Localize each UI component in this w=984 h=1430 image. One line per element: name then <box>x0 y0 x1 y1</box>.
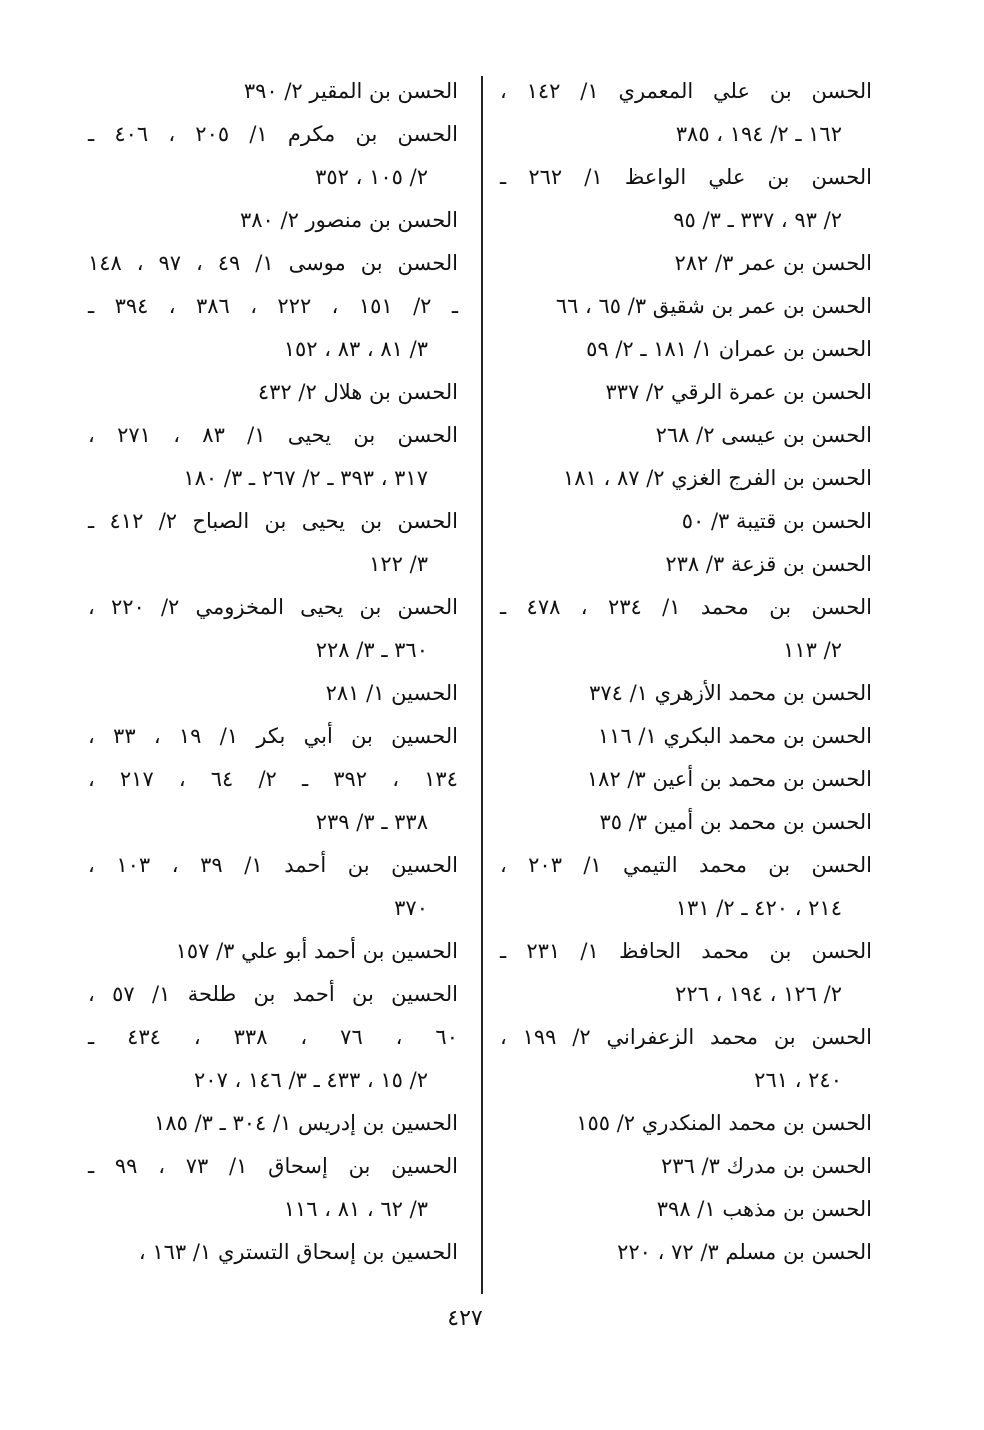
index-entry <box>500 500 872 543</box>
index-entry <box>88 500 458 586</box>
index-entry <box>500 844 872 930</box>
index-entry <box>500 414 872 457</box>
index-entry <box>500 285 872 328</box>
index-entry <box>88 414 458 500</box>
entry-line: الحسن بن عمر بن شقيق ٣/ ٦٥ ، ٦٦ <box>555 294 872 318</box>
entry-line: الحسن بن محمد الأزهري ١/ ٣٧٤ <box>589 681 872 705</box>
index-entry <box>88 199 458 242</box>
index-entry <box>500 328 872 371</box>
index-entry <box>88 1231 458 1274</box>
entry-line: الحسن بن عمر ٣/ ٢٨٢ <box>674 251 872 275</box>
index-entry <box>500 1145 872 1188</box>
entry-line: ٣٧٠ <box>394 896 428 920</box>
entry-line: الحسن بن منصور ٢/ ٣٨٠ <box>239 208 458 232</box>
entry-line: ٢/ ١٠٥ ، ٣٥٢ <box>315 165 428 189</box>
entry-line: الحسن بن محمد المنكدري ٢/ ١٥٥ <box>576 1111 872 1135</box>
entry-line: الحسن بن محمد بن أعين ٣/ ١٨٢ <box>586 767 872 791</box>
index-entry <box>500 672 872 715</box>
entry-line: الحسن بن عمران ١/ ١٨١ ـ ٢/ ٥٩ <box>586 337 872 361</box>
index-entry <box>88 371 458 414</box>
page-number: ٤٢٧ <box>447 1306 483 1331</box>
entry-line: الحسن بن المقير ٢/ ٣٩٠ <box>243 79 458 103</box>
entry-line: الحسن بن مذهب ١/ ٣٩٨ <box>656 1197 872 1221</box>
entry-line: الحسين بن أحمد أبو علي ٣/ ١٥٧ <box>175 939 458 963</box>
index-entry <box>500 930 872 1016</box>
index-entry <box>500 156 872 242</box>
index-entry <box>500 586 872 672</box>
entry-line: الحسن بن محمد التيمي ١/ ٢٠٣ ، <box>500 853 872 877</box>
entry-line: الحسن بن قتيبة ٣/ ٥٠ <box>681 509 872 533</box>
entry-line: ٢/ ١١٣ <box>783 638 842 662</box>
entry-line: ٢١٤ ، ٤٢٠ ـ ٢/ ١٣١ <box>675 896 842 920</box>
entry-line: الحسين بن إدريس ١/ ٣٠٤ ـ ٣/ ١٨٥ <box>154 1111 458 1135</box>
index-entry <box>88 672 458 715</box>
entry-line: الحسن بن مدرك ٣/ ٢٣٦ <box>661 1154 872 1178</box>
index-entry <box>500 1102 872 1145</box>
index-entry <box>500 543 872 586</box>
index-entry <box>500 1188 872 1231</box>
column-divider <box>481 76 483 1294</box>
entry-line: الحسن بن محمد ١/ ٢٣٤ ، ٤٧٨ ـ <box>500 595 872 619</box>
right-index-column <box>500 70 872 1274</box>
entry-line: ٣/ ١٢٢ <box>369 552 428 576</box>
index-entry <box>500 70 872 156</box>
entry-line: ـ ٢/ ١٥١ ، ٢٢٢ ، ٣٨٦ ، ٣٩٤ ـ <box>88 294 458 318</box>
left-index-column <box>88 70 458 1274</box>
index-entry <box>88 715 458 844</box>
entry-line: الحسن بن محمد الزعفراني ٢/ ١٩٩ ، <box>500 1025 872 1049</box>
index-entry <box>88 1102 458 1145</box>
entry-line: الحسين بن أحمد ١/ ٣٩ ، ١٠٣ ، <box>88 853 458 877</box>
entry-line: الحسين ١/ ٢٨١ <box>325 681 458 705</box>
entry-line: ٦٠ ، ٧٦ ، ٣٣٨ ، ٤٣٤ ـ <box>88 1025 458 1049</box>
index-entry <box>88 70 458 113</box>
entry-line: ٢٤٠ ، ٢٦١ <box>754 1068 842 1092</box>
entry-line: ٢/ ٩٣ ، ٣٣٧ ـ ٣/ ٩٥ <box>673 208 842 232</box>
entry-line: الحسن بن مكرم ١/ ٢٠٥ ، ٤٠٦ ـ <box>88 122 458 146</box>
entry-line: الحسين بن إسحاق ١/ ٧٣ ، ٩٩ ـ <box>88 1154 458 1178</box>
entry-line: الحسن بن الفرج الغزي ٢/ ٨٧ ، ١٨١ <box>562 466 872 490</box>
index-entry <box>500 758 872 801</box>
index-entry <box>88 930 458 973</box>
entry-line: الحسن بن مسلم ٣/ ٧٢ ، ٢٢٠ <box>617 1240 872 1264</box>
entry-line: الحسن بن عيسى ٢/ ٢٦٨ <box>655 423 872 447</box>
index-entry <box>500 801 872 844</box>
entry-line: ٣/ ٨١ ، ٨٣ ، ١٥٢ <box>283 337 428 361</box>
index-entry <box>500 1016 872 1102</box>
entry-line: الحسين بن أبي بكر ١/ ١٩ ، ٣٣ ، <box>88 724 459 748</box>
index-entry <box>88 242 458 371</box>
entry-line: الحسين بن أحمد بن طلحة ١/ ٥٧ ، <box>88 982 458 1006</box>
entry-line: ٣/ ٦٢ ، ٨١ ، ١١٦ <box>283 1197 428 1221</box>
entry-line: الحسن بن علي الواعظ ١/ ٢٦٢ ـ <box>500 165 872 189</box>
entry-line: ١٦٢ ـ ٢/ ١٩٤ ، ٣٨٥ <box>675 122 842 146</box>
entry-line: الحسن بن محمد الحافظ ١/ ٢٣١ ـ <box>500 939 873 963</box>
entry-line: الحسن بن هلال ٢/ ٤٣٢ <box>257 380 458 404</box>
entry-line: الحسن بن علي المعمري ١/ ١٤٢ ، <box>500 79 873 103</box>
index-entry <box>88 844 458 930</box>
index-entry <box>500 242 872 285</box>
entry-line: الحسن بن عمرة الرقي ٢/ ٣٣٧ <box>605 380 872 404</box>
entry-line: ٣١٧ ، ٣٩٣ ـ ٢/ ٢٦٧ ـ ٣/ ١٨٠ <box>183 466 428 490</box>
entry-line: الحسن بن موسى ١/ ٤٩ ، ٩٧ ، ١٤٨ <box>88 251 458 275</box>
index-entry <box>500 457 872 500</box>
entry-line: ٢/ ١٢٦ ، ١٩٤ ، ٢٢٦ <box>675 982 842 1006</box>
index-entry <box>500 715 872 758</box>
entry-line: الحسن بن محمد بن أمين ٣/ ٣٥ <box>599 810 872 834</box>
index-entry <box>500 371 872 414</box>
entry-line: ٣٣٨ ـ ٣/ ٢٣٩ <box>315 810 428 834</box>
entry-line: ١٣٤ ، ٣٩٢ ـ ٢/ ٦٤ ، ٢١٧ ، <box>88 767 458 791</box>
entry-line: ٢/ ١٥ ، ٤٣٣ ـ ٣/ ١٤٦ ، ٢٠٧ <box>194 1068 428 1092</box>
entry-line: ٣٦٠ ـ ٣/ ٢٢٨ <box>315 638 428 662</box>
entry-line: الحسين بن إسحاق التستري ١/ ١٦٣ ، <box>138 1240 458 1264</box>
entry-line: الحسن بن قزعة ٣/ ٢٣٨ <box>665 552 872 576</box>
entry-line: الحسن بن يحيى ١/ ٨٣ ، ٢٧١ ، <box>88 423 458 447</box>
index-entry <box>500 1231 872 1274</box>
index-entry <box>88 1145 458 1231</box>
index-entry <box>88 973 458 1102</box>
index-entry <box>88 586 458 672</box>
entry-line: الحسن بن يحيى بن الصباح ٢/ ٤١٢ ـ <box>88 509 458 533</box>
entry-line: الحسن بن يحيى المخزومي ٢/ ٢٢٠ ، <box>88 595 458 619</box>
index-entry <box>88 113 458 199</box>
entry-line: الحسن بن محمد البكري ١/ ١١٦ <box>597 724 872 748</box>
